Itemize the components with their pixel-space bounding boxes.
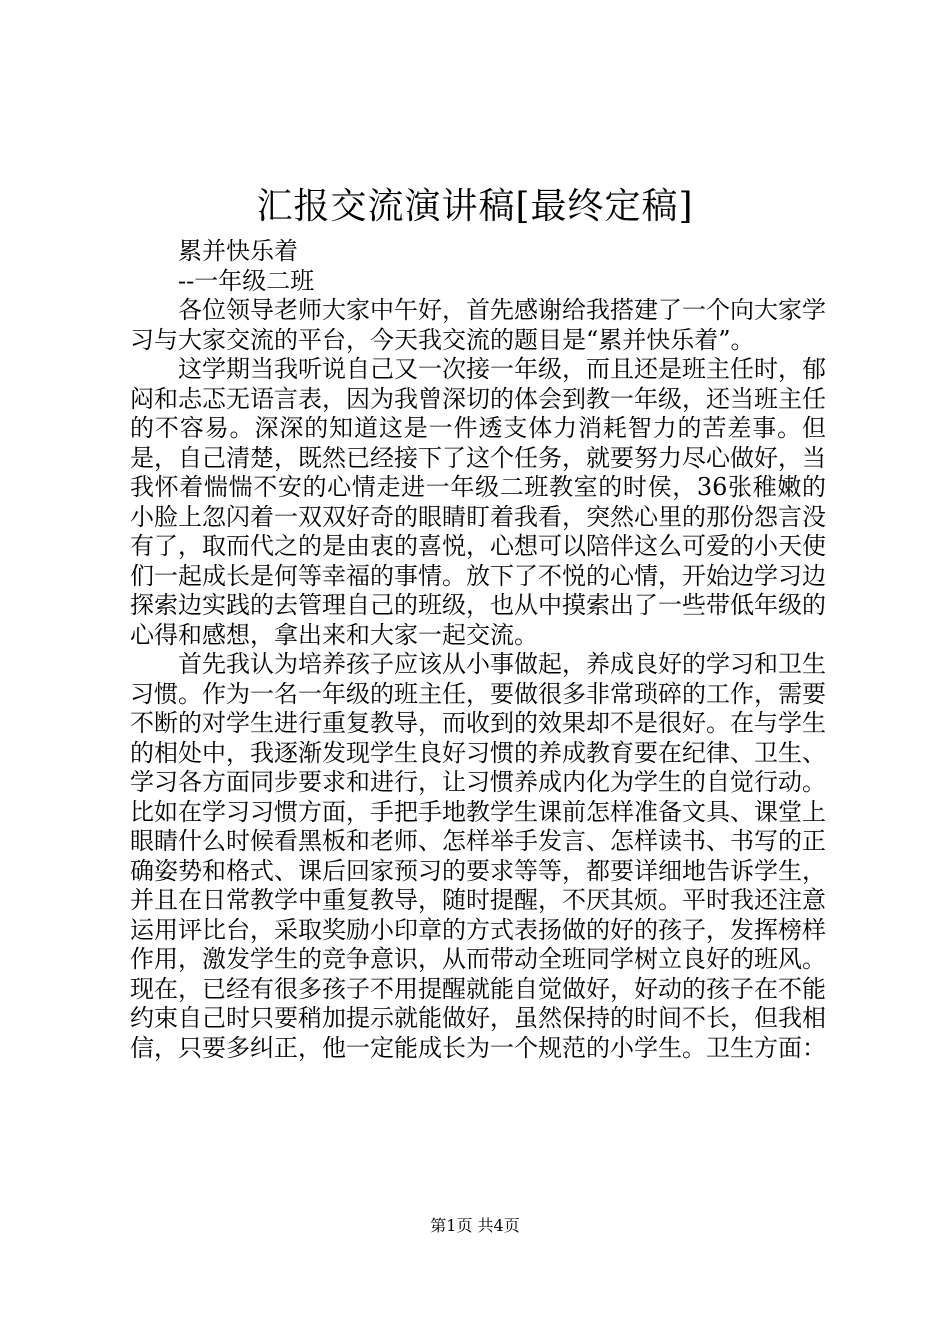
paragraph-habits: 首先我认为培养孩子应该从小事做起，养成良好的学习和卫生习惯。作为一名一年级的班主任，要做很多非常琐碎的工作，需要不断的对学生进行重复教导，而收到的效果却不是很好。在与学生的相处中，我逐渐发现学生良好习惯的养成教育要在纪律、卫生、学习各方面同步要求和进行，让习惯养成内化为学生的自觉行动。比如在学习习惯方面，手把手地教学生课前怎样准备文具、课堂上眼睛什么时候看黑板和老师、怎样举手发言、怎样读书、书写的正确姿势和格式、课后回家预习的要求等等，都要详细地告诉学生，并且在日常教学中重复教导，随时提醒，不厌其烦。平时我还注意运用评比台，采取奖励小印章的方式表扬做的好的孩子，发挥榜样作用，激发学生的竞争意识，从而带动全班同学树立良好的班风。现在，已经有很多孩子不用提醒就能自觉做好，好动的孩子在不能约束自己时只要稍加提示就能做好，虽然保持的时间不长，但我相信，只要多纠正，他一定能成长为一个规范的小学生。卫生方面： bbox=[130, 650, 826, 1062]
paragraph-introduction: 这学期当我听说自己又一次接一年级，而且还是班主任时，郁闷和忐忑无语言表，因为我曾深切的体会到教一年级，还当班主任的不容易。深深的知道这是一件透支体力消耗智力的苦差事。但是，自己清楚，既然已经接下了这个任务，就要努力尽心做好，当我怀着惴惴不安的心情走进一年级二班教室的时侯，36张稚嫩的小脸上忽闪着一双双好奇的眼睛盯着我看，突然心里的那份怨言没有了，取而代之的是由衷的喜悦，心想可以陪伴这么可爱的小天使们一起成长是何等幸福的事情。放下了不悦的心情，开始边学习边探索边实践的去管理自己的班级，也从中摸索出了一些带低年级的心得和感想，拿出来和大家一起交流。 bbox=[130, 355, 826, 649]
document-author: --一年级二班 bbox=[178, 266, 315, 295]
paragraph-greeting: 各位领导老师大家中午好，首先感谢给我搭建了一个向大家学习与大家交流的平台，今天我交流的题目是“累并快乐着”。 bbox=[130, 296, 826, 354]
document-subtitle: 累并快乐着 bbox=[178, 237, 298, 265]
document-title: 汇报交流演讲稿[最终定稿] bbox=[256, 186, 694, 227]
document-body bbox=[130, 237, 826, 1063]
page-footer: 第1页 共4页 bbox=[430, 1216, 520, 1235]
